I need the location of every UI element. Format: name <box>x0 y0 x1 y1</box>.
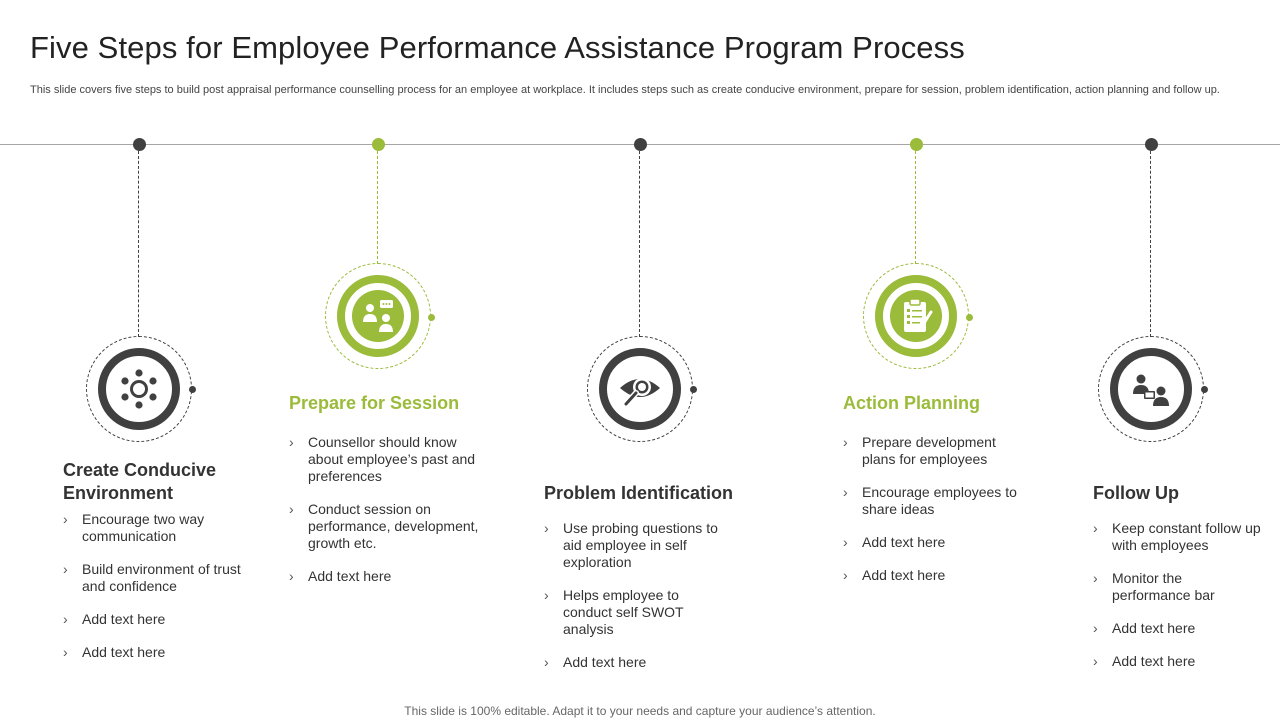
step-heading: Prepare for Session <box>289 393 460 413</box>
list-item: › Add text here <box>63 644 166 660</box>
chevron-right-icon: › <box>544 520 549 536</box>
list-item: › Add text here <box>63 611 166 627</box>
step-list <box>843 434 1023 600</box>
list-item: › Use probing questions to aid employee in self exploration <box>544 520 718 570</box>
ring-dot <box>690 386 697 393</box>
timeline-dot <box>1145 138 1158 151</box>
connector-line <box>377 151 378 264</box>
chevron-right-icon: › <box>544 587 549 603</box>
chevron-right-icon: › <box>63 644 68 660</box>
list-item: › Conduct session on performance, development, growth etc. <box>289 501 479 551</box>
list-item: › Add text here <box>1093 653 1196 669</box>
chevron-right-icon: › <box>289 568 294 584</box>
list-item: › Encourage two way communication <box>63 511 205 544</box>
list-item: › Add text here <box>289 568 392 584</box>
chevron-right-icon: › <box>1093 653 1098 669</box>
chevron-right-icon: › <box>63 561 68 577</box>
team-meeting-icon <box>113 363 165 415</box>
list-item: › Add text here <box>544 654 647 670</box>
footer-note: This slide is 100% editable. Adapt it to your needs and capture your audience’s attention. <box>404 704 876 718</box>
chevron-right-icon: › <box>843 484 848 500</box>
ring-dot <box>189 386 196 393</box>
connector-line <box>1150 151 1151 337</box>
list-item: › Keep constant follow up with employees <box>1093 520 1261 553</box>
step-list <box>544 520 724 687</box>
step-heading: Action Planning <box>843 393 980 413</box>
clipboard-plan-icon <box>890 290 942 342</box>
list-item: › Encourage employees to share ideas <box>843 484 1017 517</box>
step-list <box>63 511 243 677</box>
icon-ring <box>599 348 681 430</box>
chevron-right-icon: › <box>544 654 549 670</box>
connector-line <box>639 151 640 337</box>
list-item: › Build environment of trust and confidence <box>63 561 241 594</box>
icon-ring <box>337 275 419 357</box>
counselling-session-icon <box>352 290 404 342</box>
step-heading: Create Conducive Environment <box>63 460 217 503</box>
timeline-dot <box>372 138 385 151</box>
list-item: › Add text here <box>1093 620 1196 636</box>
chevron-right-icon: › <box>289 501 294 517</box>
connector-line <box>138 151 139 337</box>
step-heading: Problem Identification <box>544 483 734 503</box>
chevron-right-icon: › <box>63 511 68 527</box>
chevron-right-icon: › <box>1093 620 1098 636</box>
step-list <box>1093 520 1263 686</box>
timeline-dot <box>910 138 923 151</box>
follow-up-meeting-icon <box>1125 363 1177 415</box>
icon-ring <box>98 348 180 430</box>
chevron-right-icon: › <box>63 611 68 627</box>
list-item: › Monitor the performance bar <box>1093 570 1215 603</box>
list-item: › Helps employee to conduct self SWOT analysis <box>544 587 684 637</box>
page-subtitle: This slide covers five steps to build post appraisal performance counselling process for an employee at workplace. It includes steps such as create conducive environment, prepare for session, problem identification, action planning and follow up. <box>30 84 1220 96</box>
icon-ring <box>1110 348 1192 430</box>
eye-magnifier-icon <box>614 363 666 415</box>
chevron-right-icon: › <box>1093 570 1098 586</box>
chevron-right-icon: › <box>843 434 848 450</box>
connector-line <box>915 151 916 264</box>
timeline-dot <box>634 138 647 151</box>
list-item: › Prepare development plans for employees <box>843 434 996 467</box>
page-title: Five Steps for Employee Performance Assistance Program Process <box>30 30 965 65</box>
chevron-right-icon: › <box>289 434 294 450</box>
chevron-right-icon: › <box>843 567 848 583</box>
ring-dot <box>1201 386 1208 393</box>
ring-dot <box>966 314 973 321</box>
step-heading: Follow Up <box>1093 483 1179 503</box>
timeline-dot <box>133 138 146 151</box>
step-list <box>289 434 479 601</box>
list-item: › Counsellor should know about employee’s past and preferences <box>289 434 476 484</box>
icon-ring <box>875 275 957 357</box>
chevron-right-icon: › <box>1093 520 1098 536</box>
chevron-right-icon: › <box>843 534 848 550</box>
list-item: › Add text here <box>843 567 946 583</box>
ring-dot <box>428 314 435 321</box>
list-item: › Add text here <box>843 534 946 550</box>
